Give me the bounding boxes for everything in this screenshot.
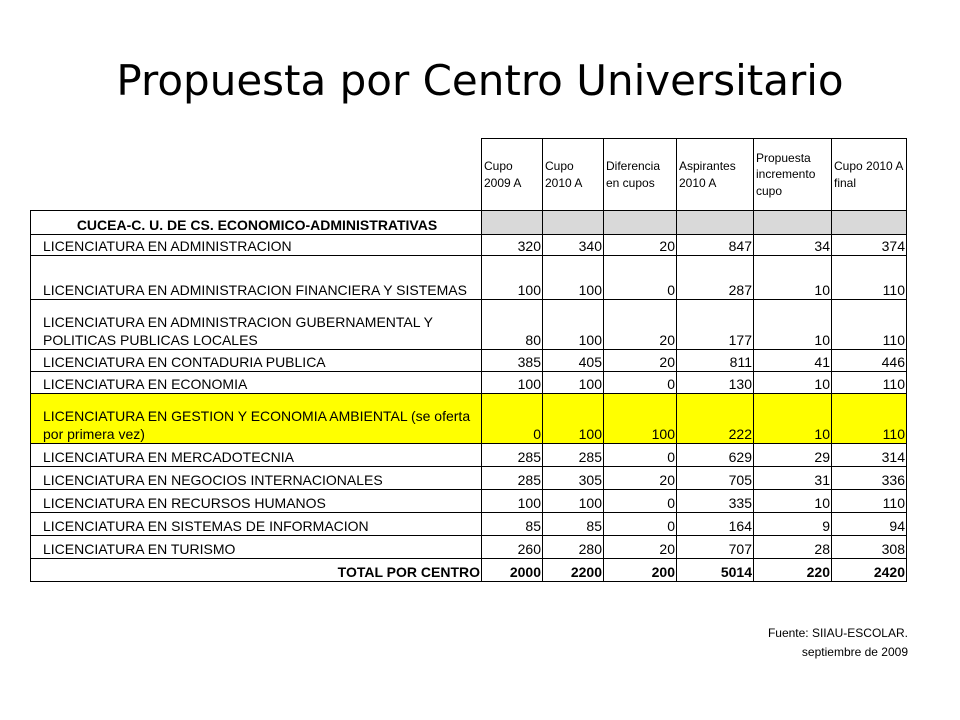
total-value: 2420 [832, 559, 907, 582]
value-cell: 10 [754, 490, 832, 513]
value-cell: 41 [754, 350, 832, 372]
total-value: 2000 [482, 559, 543, 582]
column-header: Cupo 2010 A final [832, 139, 907, 211]
program-name: LICENCIATURA EN ADMINISTRACION [31, 235, 482, 256]
value-cell: 100 [604, 394, 677, 444]
value-cell: 0 [604, 513, 677, 536]
header-blank [31, 139, 482, 211]
table-row [31, 536, 907, 559]
value-cell: 10 [754, 394, 832, 444]
table-row [31, 256, 907, 300]
group-cell [677, 211, 754, 235]
value-cell: 100 [543, 490, 604, 513]
value-cell: 705 [677, 467, 754, 490]
value-cell: 177 [677, 300, 754, 350]
value-cell: 0 [604, 490, 677, 513]
value-cell: 405 [543, 350, 604, 372]
value-cell: 335 [677, 490, 754, 513]
group-cell [754, 211, 832, 235]
value-cell: 305 [543, 467, 604, 490]
table-row [31, 513, 907, 536]
enrollment-table [30, 138, 907, 582]
value-cell: 29 [754, 444, 832, 467]
value-cell: 100 [543, 256, 604, 300]
value-cell: 100 [482, 372, 543, 394]
value-cell: 285 [543, 444, 604, 467]
column-header: Aspirantes 2010 A [677, 139, 754, 211]
group-cell [832, 211, 907, 235]
program-name: LICENCIATURA EN GESTION Y ECONOMIA AMBIENTAL (se oferta por primera vez) [31, 394, 482, 444]
program-name: LICENCIATURA EN SISTEMAS DE INFORMACION [31, 513, 482, 536]
value-cell: 340 [543, 235, 604, 256]
value-cell: 260 [482, 536, 543, 559]
value-cell: 94 [832, 513, 907, 536]
value-cell: 0 [604, 372, 677, 394]
group-cell [604, 211, 677, 235]
group-row [31, 211, 907, 235]
table-row [31, 350, 907, 372]
program-name: LICENCIATURA EN CONTADURIA PUBLICA [31, 350, 482, 372]
program-name: LICENCIATURA EN ECONOMIA [31, 372, 482, 394]
value-cell: 10 [754, 372, 832, 394]
value-cell: 85 [543, 513, 604, 536]
total-value: 220 [754, 559, 832, 582]
value-cell: 811 [677, 350, 754, 372]
group-label: CUCEA-C. U. DE CS. ECONOMICO-ADMINISTRATIVAS [31, 211, 482, 235]
value-cell: 110 [832, 256, 907, 300]
program-name: LICENCIATURA EN ADMINISTRACION FINANCIERA Y SISTEMAS [31, 256, 482, 300]
value-cell: 285 [482, 444, 543, 467]
source-date: septiembre de 2009 [801, 645, 908, 659]
total-value: 200 [604, 559, 677, 582]
slide-title: Propuesta por Centro Universitario [116, 56, 844, 105]
value-cell: 10 [754, 300, 832, 350]
value-cell: 847 [677, 235, 754, 256]
value-cell: 100 [543, 394, 604, 444]
source-note [768, 624, 908, 662]
value-cell: 629 [677, 444, 754, 467]
value-cell: 110 [832, 300, 907, 350]
table-row [31, 467, 907, 490]
value-cell: 0 [604, 444, 677, 467]
value-cell: 385 [482, 350, 543, 372]
value-cell: 164 [677, 513, 754, 536]
total-row [31, 559, 907, 582]
value-cell: 100 [482, 256, 543, 300]
value-cell: 100 [543, 372, 604, 394]
table-row [31, 394, 907, 444]
value-cell: 20 [604, 300, 677, 350]
value-cell: 110 [832, 490, 907, 513]
value-cell: 20 [604, 467, 677, 490]
value-cell: 446 [832, 350, 907, 372]
value-cell: 80 [482, 300, 543, 350]
column-header: Diferencia en cupos [604, 139, 677, 211]
value-cell: 287 [677, 256, 754, 300]
value-cell: 320 [482, 235, 543, 256]
value-cell: 110 [832, 394, 907, 444]
group-cell [543, 211, 604, 235]
column-header: Cupo 2010 A [543, 139, 604, 211]
value-cell: 34 [754, 235, 832, 256]
source-line: Fuente: SIIAU-ESCOLAR. [767, 626, 908, 640]
group-cell [482, 211, 543, 235]
value-cell: 0 [604, 256, 677, 300]
program-name: LICENCIATURA EN RECURSOS HUMANOS [31, 490, 482, 513]
program-name: LICENCIATURA EN MERCADOTECNIA [31, 444, 482, 467]
program-name: LICENCIATURA EN TURISMO [31, 536, 482, 559]
total-label: TOTAL POR CENTRO [31, 559, 482, 582]
table-row [31, 444, 907, 467]
value-cell: 100 [543, 300, 604, 350]
value-cell: 0 [482, 394, 543, 444]
value-cell: 100 [482, 490, 543, 513]
table-row [31, 490, 907, 513]
value-cell: 707 [677, 536, 754, 559]
value-cell: 314 [832, 444, 907, 467]
value-cell: 31 [754, 467, 832, 490]
value-cell: 280 [543, 536, 604, 559]
column-header: Propuesta incremento cupo [754, 139, 832, 211]
value-cell: 28 [754, 536, 832, 559]
value-cell: 20 [604, 536, 677, 559]
table-row [31, 235, 907, 256]
value-cell: 336 [832, 467, 907, 490]
program-name: LICENCIATURA EN NEGOCIOS INTERNACIONALES [31, 467, 482, 490]
value-cell: 9 [754, 513, 832, 536]
value-cell: 222 [677, 394, 754, 444]
value-cell: 20 [604, 350, 677, 372]
value-cell: 374 [832, 235, 907, 256]
table-row [31, 372, 907, 394]
table-row [31, 300, 907, 350]
total-value: 5014 [677, 559, 754, 582]
value-cell: 10 [754, 256, 832, 300]
value-cell: 130 [677, 372, 754, 394]
value-cell: 308 [832, 536, 907, 559]
program-name: LICENCIATURA EN ADMINISTRACION GUBERNAMENTAL Y POLITICAS PUBLICAS LOCALES [31, 300, 482, 350]
total-value: 2200 [543, 559, 604, 582]
column-header: Cupo 2009 A [482, 139, 543, 211]
value-cell: 110 [832, 372, 907, 394]
value-cell: 20 [604, 235, 677, 256]
header-row [31, 139, 907, 211]
value-cell: 85 [482, 513, 543, 536]
value-cell: 285 [482, 467, 543, 490]
